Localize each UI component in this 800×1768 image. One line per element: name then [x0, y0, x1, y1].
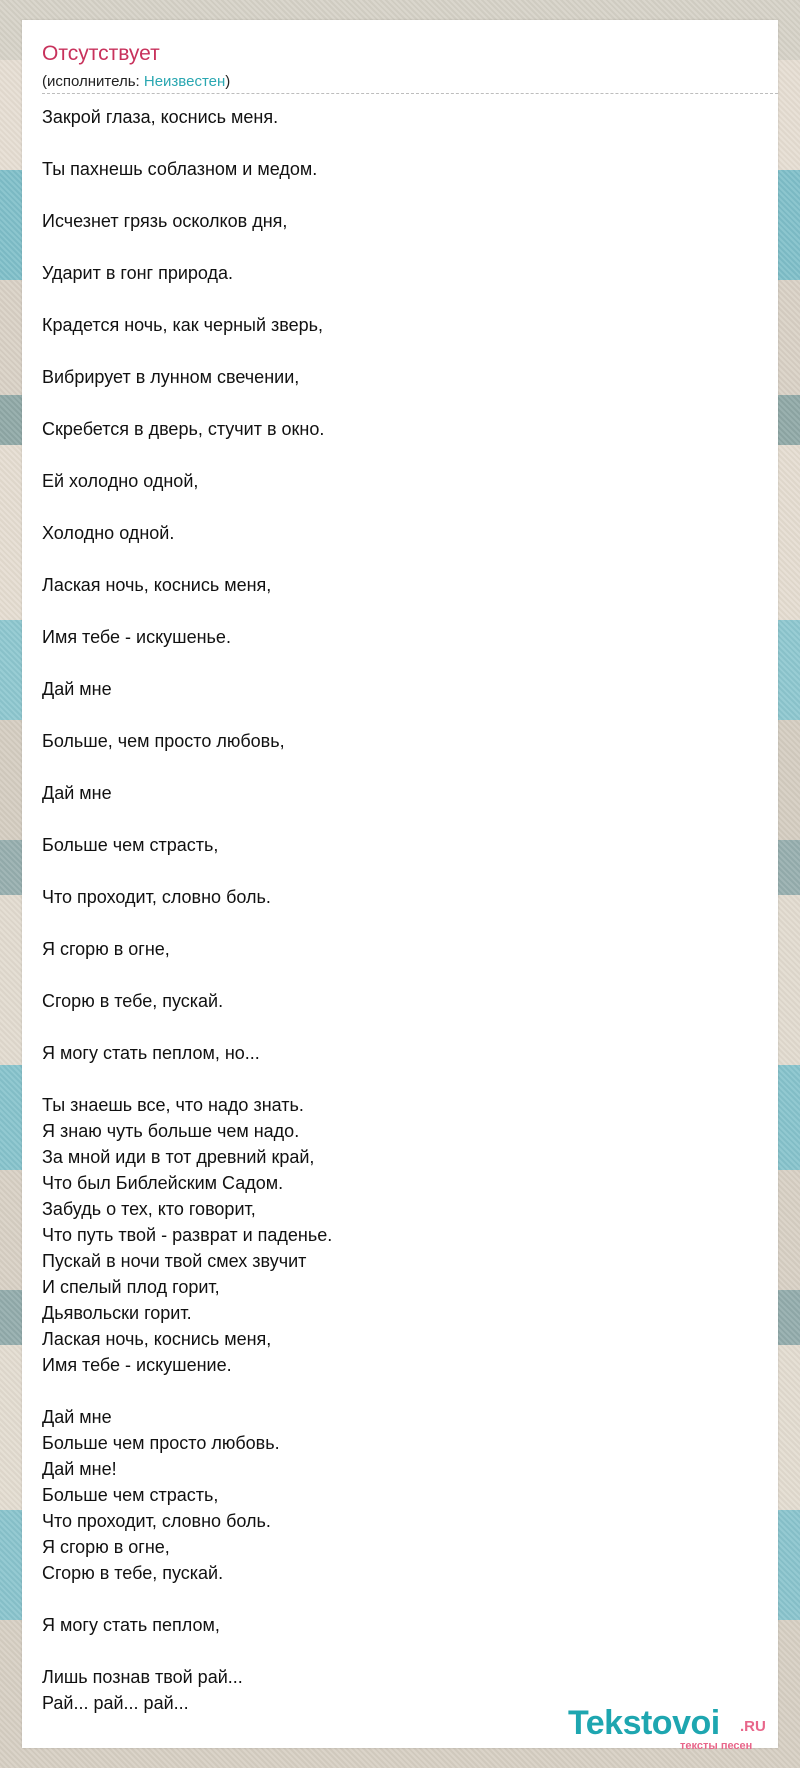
logo-tld: .RU: [740, 1718, 766, 1735]
lyric-line: Больше, чем просто любовь,: [42, 731, 285, 751]
artist-link[interactable]: Неизвестен: [143, 73, 226, 90]
lyric-line: Я сгорю в огне,: [42, 1537, 170, 1557]
lyric-line: Что путь твой - разврат и паденье.: [42, 1225, 333, 1245]
line-gap: [42, 494, 742, 520]
line-gap: [42, 910, 742, 936]
lyric-line: Ласкaя ночь, коснись меня,: [42, 1329, 272, 1349]
lyric-line: И спелый плод горит,: [42, 1277, 220, 1297]
lyric-line: Ей холодно одной,: [42, 471, 199, 491]
lyric-line: Дай мне: [42, 783, 112, 803]
lyric-line: Дай мне: [42, 679, 112, 699]
lyric-line: Больше чем страсть,: [42, 1485, 219, 1505]
line-gap: [42, 390, 742, 416]
lyric-line: Имя тебе - искушение.: [42, 1355, 232, 1375]
lyric-line: Дай мне!: [42, 1459, 117, 1479]
artist-suffix: ): [225, 73, 231, 90]
lyrics-card: [22, 20, 778, 1752]
line-gap: [42, 962, 742, 988]
logo-tagline: тексты песен: [680, 1740, 753, 1752]
lyric-line: Скребется в дверь, стучит в окно.: [42, 419, 325, 439]
lyric-line: Что проходит, словно боль.: [42, 887, 271, 907]
lyric-line: За мной иди в тот древний край,: [42, 1147, 315, 1167]
lyric-line: Сгорю в тебе, пускай.: [42, 991, 224, 1011]
lyric-line: Я могу стать пеплом,: [42, 1615, 220, 1635]
line-gap: [42, 598, 742, 624]
lyric-line: Ты пахнешь соблазном и медом.: [42, 159, 318, 179]
lyric-line: Я могу стать пеплом, но...: [42, 1043, 260, 1063]
line-gap: [42, 442, 742, 468]
lyric-line: Ударит в гонг природа.: [42, 263, 234, 283]
lyric-line: Исчезнет грязь осколков дня,: [42, 211, 288, 231]
line-gap: [42, 1014, 742, 1040]
lyrics-block-2: [42, 1404, 742, 1586]
lyric-line: Дьявольски горит.: [42, 1303, 192, 1323]
logo-wordmark: Tekstovoi: [568, 1704, 720, 1742]
line-gap: [42, 702, 742, 728]
lyrics-block-3: [42, 1612, 742, 1638]
line-gap: [42, 286, 742, 312]
title-divider: [42, 93, 778, 94]
line-gap: [42, 546, 742, 572]
line-gap: [42, 858, 742, 884]
lyric-line: Что был Библейским Садом.: [42, 1173, 284, 1193]
lyric-line: Рай... рай... рай...: [42, 1693, 189, 1713]
artist-prefix: (исполнитель:: [42, 73, 144, 90]
lyric-line: Закрой глаза, коснись меня.: [42, 107, 279, 127]
lyric-line: Забудь о тех, кто говорит,: [42, 1199, 256, 1219]
lyric-line: Холодно одной.: [42, 523, 175, 543]
lyric-line: Ласкaя ночь, коснись меня,: [42, 575, 272, 595]
lyric-line: Имя тебе - искушенье.: [42, 627, 231, 647]
lyrics-spaced-section: [42, 104, 742, 1092]
lyric-line: Сгорю в тебе, пускай.: [42, 1563, 224, 1583]
song-title: Отсутствует: [42, 42, 160, 65]
lyric-line: Больше чем просто любовь.: [42, 1433, 280, 1453]
lyric-line: Дай мне: [42, 1407, 112, 1427]
lyric-line: Я знаю чуть больше чем надо.: [42, 1121, 300, 1141]
lyric-line: Вибрирует в лунном свечении,: [42, 367, 300, 387]
artist-line: [42, 73, 230, 90]
line-gap: [42, 338, 742, 364]
lyric-line: Лишь познав твой рай...: [42, 1667, 243, 1687]
lyrics-body: [42, 104, 742, 1716]
lyric-line: Больше чем страсть,: [42, 835, 219, 855]
site-logo[interactable]: [568, 1704, 778, 1752]
stanza-gap: [42, 1586, 742, 1612]
lyric-line: Что проходит, словно боль.: [42, 1511, 271, 1531]
lyric-line: Я сгорю в огне,: [42, 939, 170, 959]
line-gap: [42, 806, 742, 832]
lyric-line: Крадется ночь, как черный зверь,: [42, 315, 324, 335]
line-gap: [42, 1066, 742, 1092]
lyric-line: Пускай в ночи твой смех звучит: [42, 1251, 307, 1271]
line-gap: [42, 130, 742, 156]
line-gap: [42, 182, 742, 208]
lyric-line: Ты знаешь все, что надо знать.: [42, 1095, 304, 1115]
stanza-gap: [42, 1378, 742, 1404]
line-gap: [42, 234, 742, 260]
line-gap: [42, 650, 742, 676]
stanza-gap: [42, 1638, 742, 1664]
line-gap: [42, 754, 742, 780]
lyrics-block-1: [42, 1092, 742, 1378]
